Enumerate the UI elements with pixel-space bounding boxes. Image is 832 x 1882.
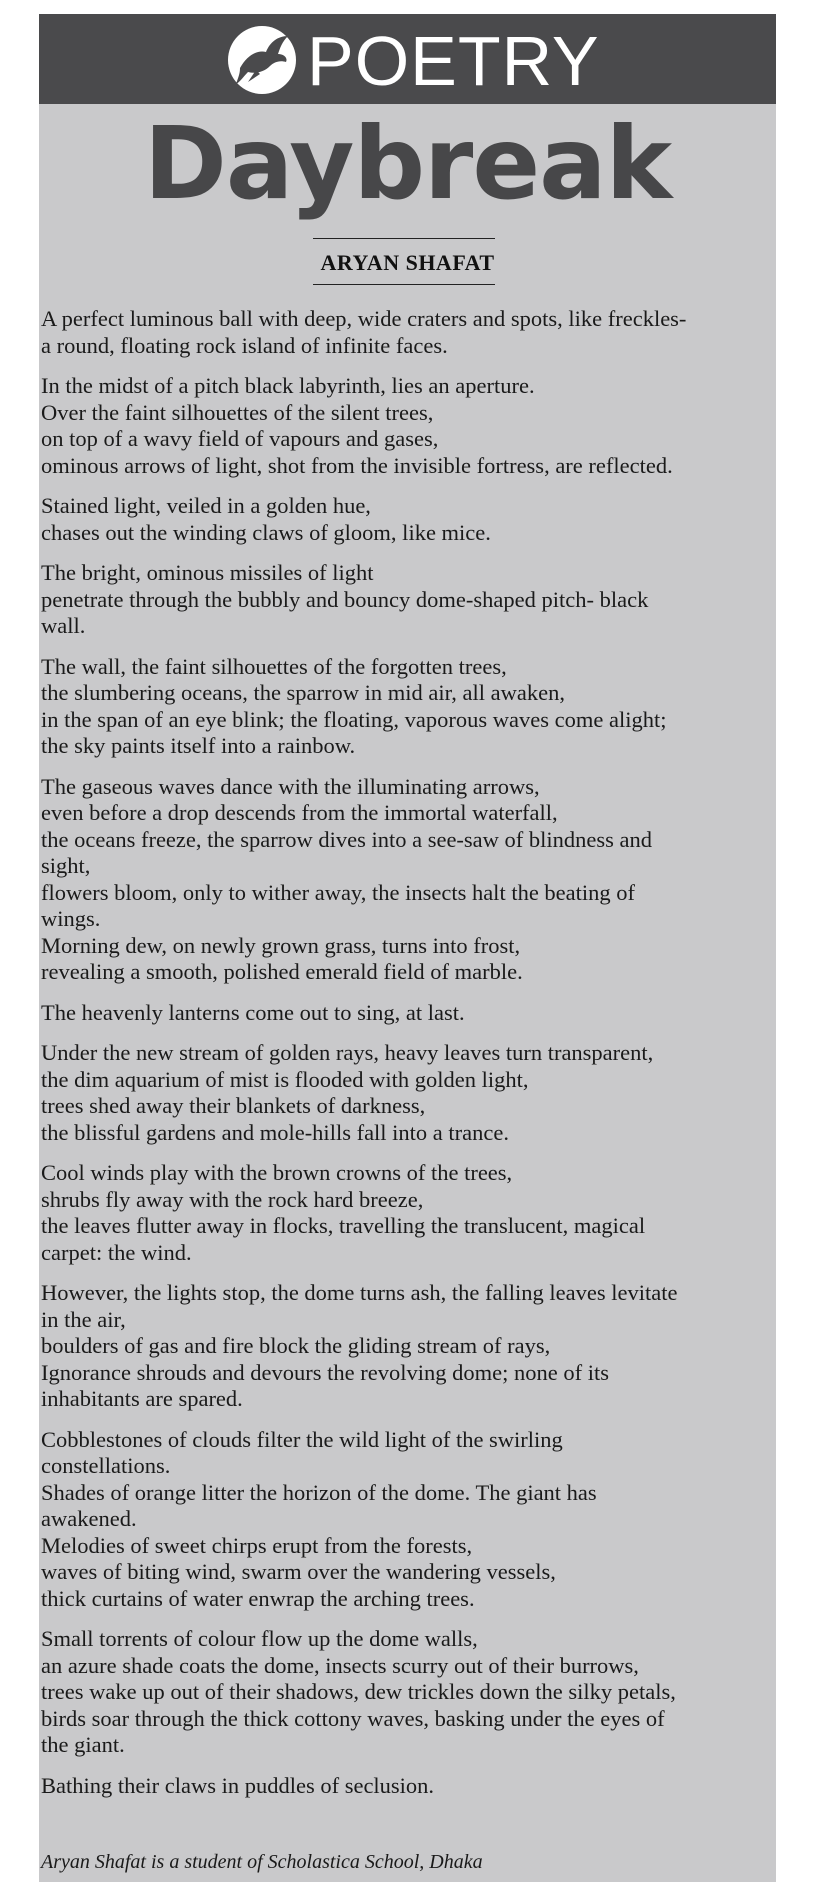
author-bottom-rule [313, 284, 495, 285]
poem-line: Under the new stream of golden rays, heavy leaves turn transparent, [41, 1040, 654, 1065]
poem-body [41, 306, 773, 1813]
poem-stanza [41, 1040, 773, 1146]
author-byline: ARYAN SHAFAT [320, 250, 495, 275]
poem-line: constellations. [41, 1453, 171, 1478]
poem-line: Melodies of sweet chirps erupt from the forests, [41, 1532, 473, 1558]
poem-line: waves of biting wind, swarm over the wandering vessels, [41, 1559, 556, 1584]
poem-stanza [41, 774, 773, 986]
poem-stanza [41, 1626, 773, 1759]
poem-line: the oceans freeze, the sparrow dives into a see-saw of blindness and [41, 826, 653, 852]
poem-line: chases out the winding claws of gloom, like mice. [41, 519, 491, 545]
poem-line: carpet: the wind. [41, 1239, 192, 1265]
poem-stanza [41, 1773, 773, 1800]
section-banner [39, 14, 776, 104]
poem-line: Shades of orange litter the horizon of the dome. The giant has [41, 1479, 597, 1505]
poem-line: penetrate through the bubbly and bouncy dome-shaped pitch- black [41, 586, 649, 612]
poem-line: awakened. [41, 1506, 137, 1531]
poem-line: ominous arrows of light, shot from the invisible fortress, are reflected. [41, 452, 673, 478]
poem-line: Ignorance shrouds and devours the revolving dome; none of its [41, 1359, 609, 1385]
poem-line: revealing a smooth, polished emerald field of marble. [41, 959, 523, 984]
poem-line: an azure shade coats the dome, insects scurry out of their burrows, [41, 1652, 639, 1678]
poem-line: boulders of gas and fire block the gliding stream of rays, [41, 1333, 551, 1358]
poem-stanza [41, 560, 773, 640]
poem-line: sight, [41, 853, 91, 878]
poem-line: Morning dew, on newly grown grass, turns into frost, [41, 932, 521, 958]
poem-stanza [41, 1160, 773, 1266]
poem-line: flowers bloom, only to wither away, the insects halt the beating of [41, 879, 636, 905]
poetry-page [39, 14, 776, 1882]
poem-line: A perfect luminous ball with deep, wide craters and spots, like freckles- [41, 306, 687, 331]
poem-line: Cobblestones of clouds filter the wild light of the swirling [41, 1426, 563, 1452]
poem-line: wall. [41, 613, 86, 638]
poem-line: even before a drop descends from the immortal waterfall, [41, 800, 558, 825]
poem-line: wings. [41, 906, 101, 931]
dove-pen-nib-icon [226, 24, 298, 96]
poem-stanza [41, 1427, 773, 1613]
poem-line: Stained light, veiled in a golden hue, [41, 493, 371, 518]
poem-stanza [41, 306, 773, 359]
poem-line: However, the lights stop, the dome turns ash, the falling leaves levitate [41, 1280, 678, 1305]
poem-line: The wall, the faint silhouettes of the forgotten trees, [41, 653, 507, 679]
poem-line: the sky paints itself into a rainbow. [41, 733, 356, 758]
poem-line: the slumbering oceans, the sparrow in mid air, all awaken, [41, 680, 565, 705]
section-label: POETRY [307, 22, 600, 100]
poem-stanza [41, 1000, 773, 1027]
poem-line: thick curtains of water enwrap the arching trees. [41, 1585, 475, 1611]
poem-line: trees wake up out of their shadows, dew trickles down the silky petals, [41, 1679, 676, 1704]
poem-line: a round, floating rock island of infinite faces. [41, 332, 448, 358]
poem-line: birds soar through the thick cottony waves, basking under the eyes of [41, 1705, 665, 1731]
poem-line: the leaves flutter away in flocks, travelling the translucent, magical [41, 1213, 646, 1238]
poem-line: in the span of an eye blink; the floating, vaporous waves come alight; [41, 706, 667, 732]
poem-line: The heavenly lanterns come out to sing, at last. [41, 999, 465, 1025]
poem-line: the dim aquarium of mist is flooded with golden light, [41, 1066, 529, 1092]
poem-line: Over the faint silhouettes of the silent trees, [41, 399, 434, 425]
poem-title: Daybreak [143, 105, 672, 222]
author-top-rule [313, 238, 495, 239]
poem-line: Cool winds play with the brown crowns of the trees, [41, 1160, 513, 1185]
poem-line: Bathing their claws in puddles of seclusion. [41, 1772, 435, 1798]
poem-stanza [41, 654, 773, 760]
poem-line: the blissful gardens and mole-hills fall into a trance. [41, 1119, 509, 1145]
poem-stanza [41, 1280, 773, 1413]
author-note: Aryan Shafat is a student of Scholastica School, Dhaka [41, 1851, 483, 1873]
poem-line: the giant. [41, 1732, 125, 1757]
poem-line: on top of a wavy field of vapours and gases, [41, 426, 439, 451]
poem-stanza [41, 493, 773, 546]
poem-line: inhabitants are spared. [41, 1386, 243, 1411]
poem-line: The gaseous waves dance with the illuminating arrows, [41, 773, 540, 799]
poem-line: In the midst of a pitch black labyrinth, lies an aperture. [41, 373, 535, 398]
poem-line: Small torrents of colour flow up the dome walls, [41, 1626, 478, 1651]
poem-line: in the air, [41, 1306, 126, 1332]
poem-line: The bright, ominous missiles of light [41, 560, 374, 585]
poem-line: shrubs fly away with the rock hard breeze, [41, 1186, 424, 1212]
poem-line: trees shed away their blankets of darkness, [41, 1093, 426, 1118]
poem-stanza [41, 373, 773, 479]
